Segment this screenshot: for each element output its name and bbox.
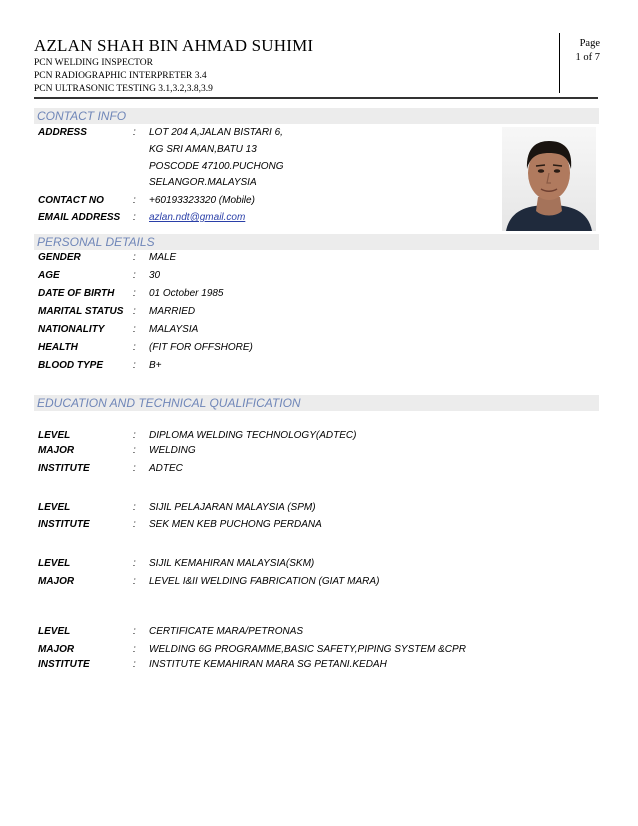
colon: : <box>133 270 136 281</box>
education-row <box>38 430 598 444</box>
education-row <box>38 519 598 533</box>
blood-type-label: BLOOD TYPE <box>38 360 104 371</box>
colon: : <box>133 430 136 441</box>
level-value: SIJIL KEMAHIRAN MALAYSIA(SKM) <box>149 558 315 569</box>
level-value: DIPLOMA WELDING TECHNOLOGY(ADTEC) <box>149 430 357 441</box>
institute-label: INSTITUTE <box>38 463 90 474</box>
level-value: SIJIL PELAJARAN MALAYSIA (SPM) <box>149 502 316 513</box>
colon: : <box>133 626 136 637</box>
address-line-3: POSCODE 47100.PUCHONG <box>149 161 284 172</box>
marital-status-value: MARRIED <box>149 306 196 317</box>
colon: : <box>133 576 136 587</box>
level-value: CERTIFICATE MARA/PETRONAS <box>149 626 304 637</box>
level-label: LEVEL <box>38 558 71 569</box>
level-label: LEVEL <box>38 626 71 637</box>
colon: : <box>133 644 136 655</box>
address-line-2: KG SRI AMAN,BATU 13 <box>149 144 257 155</box>
colon: : <box>133 659 136 670</box>
email-label: EMAIL ADDRESS <box>38 212 121 223</box>
header-divider <box>34 97 598 99</box>
personal-row <box>38 288 598 302</box>
applicant-name: AZLAN SHAH BIN AHMAD SUHIMI <box>34 36 314 55</box>
page-label: Page <box>579 38 600 49</box>
age-label: AGE <box>38 270 60 281</box>
colon: : <box>133 288 136 299</box>
dob-value: 01 October 1985 <box>149 288 224 299</box>
address-line-1: LOT 204 A,JALAN BISTARI 6, <box>149 127 283 138</box>
page-number-box <box>559 33 604 93</box>
colon: : <box>133 502 136 513</box>
education-row <box>38 445 598 459</box>
colon: : <box>133 324 136 335</box>
colon: : <box>133 445 136 456</box>
institute-value: ADTEC <box>149 463 183 474</box>
health-label: HEALTH <box>38 342 78 353</box>
personal-row <box>38 342 598 356</box>
contact-no-value: +60193323320 (Mobile) <box>149 195 255 206</box>
personal-row <box>38 306 598 320</box>
health-value: (FIT FOR OFFSHORE) <box>149 342 253 353</box>
colon: : <box>133 306 136 317</box>
colon: : <box>133 342 136 353</box>
profile-photo <box>502 127 596 231</box>
institute-value: INSTITUTE KEMAHIRAN MARA SG PETANI.KEDAH <box>149 659 387 670</box>
colon: : <box>133 252 136 263</box>
title-line-3: PCN ULTRASONIC TESTING 3.1,3.2,3.8,3.9 <box>34 84 213 94</box>
personal-row <box>38 252 598 266</box>
title-line-1: PCN WELDING INSPECTOR <box>34 58 153 68</box>
colon: : <box>133 195 136 206</box>
address-label: ADDRESS <box>38 127 87 138</box>
title-line-2: PCN RADIOGRAPHIC INTERPRETER 3.4 <box>34 71 207 81</box>
major-label: MAJOR <box>38 445 75 456</box>
major-value: WELDING <box>149 445 196 456</box>
education-row <box>38 626 598 640</box>
institute-value: SEK MEN KEB PUCHONG PERDANA <box>149 519 322 530</box>
contact-no-label: CONTACT NO <box>38 195 104 206</box>
personal-row <box>38 324 598 338</box>
nationality-label: NATIONALITY <box>38 324 105 335</box>
personal-row <box>38 360 598 374</box>
resume-header <box>34 36 598 92</box>
level-label: LEVEL <box>38 502 71 513</box>
section-heading-personal: PERSONAL DETAILS <box>34 234 599 250</box>
education-row <box>38 576 598 590</box>
colon: : <box>133 558 136 569</box>
section-heading-contact: CONTACT INFO <box>34 108 599 124</box>
education-row <box>38 644 598 658</box>
major-value: LEVEL I&II WELDING FABRICATION (GIAT MARA) <box>149 576 380 587</box>
address-line-4: SELANGOR.MALAYSIA <box>149 177 257 188</box>
major-value: WELDING 6G PROGRAMME,BASIC SAFETY,PIPING SYSTEM &CPR <box>149 644 466 655</box>
gender-value: MALE <box>149 252 177 263</box>
education-row <box>38 659 598 673</box>
blood-type-value: B+ <box>149 360 162 371</box>
education-row <box>38 558 598 572</box>
colon: : <box>133 519 136 530</box>
nationality-value: MALAYSIA <box>149 324 199 335</box>
person-portrait-icon <box>502 127 596 231</box>
colon: : <box>133 360 136 371</box>
major-label: MAJOR <box>38 644 75 655</box>
major-label: MAJOR <box>38 576 75 587</box>
personal-row <box>38 270 598 284</box>
dob-label: DATE OF BIRTH <box>38 288 115 299</box>
page-count: 1 of 7 <box>575 52 600 63</box>
colon: : <box>133 463 136 474</box>
education-row <box>38 463 598 477</box>
level-label: LEVEL <box>38 430 71 441</box>
marital-status-label: MARITAL STATUS <box>38 306 124 317</box>
institute-label: INSTITUTE <box>38 659 90 670</box>
institute-label: INSTITUTE <box>38 519 90 530</box>
colon: : <box>133 212 136 223</box>
colon: : <box>133 127 136 138</box>
section-heading-education: EDUCATION AND TECHNICAL QUALIFICATION <box>34 395 599 411</box>
education-row <box>38 502 598 516</box>
gender-label: GENDER <box>38 252 81 263</box>
email-link[interactable]: azlan.ndt@gmail.com <box>149 212 246 223</box>
age-value: 30 <box>149 270 161 281</box>
